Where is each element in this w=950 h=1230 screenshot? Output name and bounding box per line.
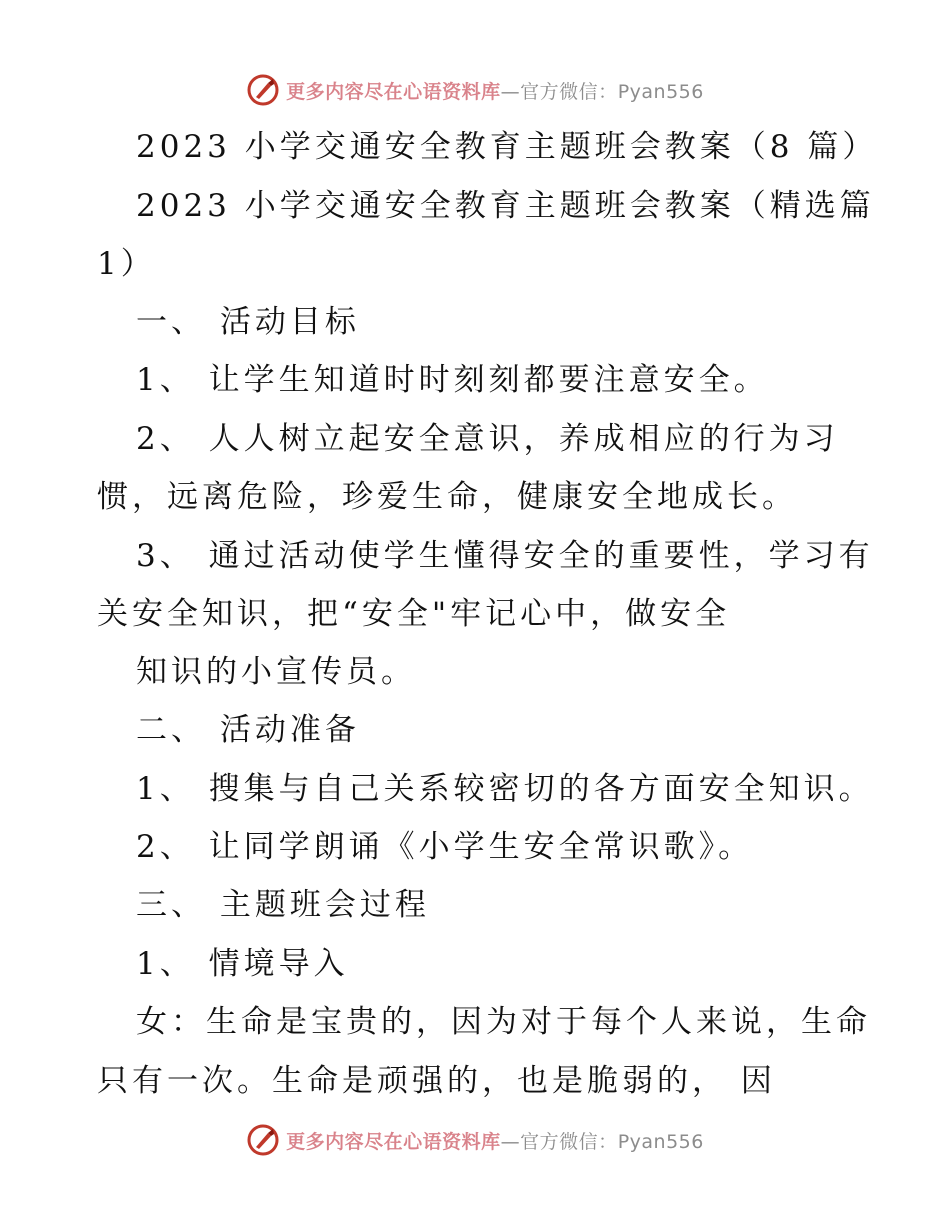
text-line: 惯，远离危险，珍爱生命，健康安全地成长。 [97, 479, 797, 515]
text-line: 只有一次。生命是顽强的，也是脆弱的， 因 [97, 1063, 776, 1099]
watermark-text: 更多内容尽在心语资料库—官方微信：Pyan556 [286, 1130, 704, 1153]
text-line: 1、 让学生知道时时刻刻都要注意安全。 [136, 362, 769, 398]
watermark-footer [0, 1118, 950, 1162]
document-subtitle: 2023 小学交通安全教育主题班会教案（精选篇 [136, 188, 875, 224]
pen-nib-circle-icon [246, 1123, 280, 1157]
document-title: 2023 小学交通安全教育主题班会教案（8 篇） [136, 129, 878, 165]
section-heading: 三、 主题班会过程 [136, 887, 430, 923]
text-line: 2、 让同学朗诵《小学生安全常识歌》。 [136, 829, 754, 865]
text-line: 知识的小宣传员。 [136, 654, 416, 690]
text-line: 关安全知识，把“安全"牢记心中，做安全 [97, 596, 731, 632]
text-line: 1） [97, 246, 156, 282]
section-heading: 二、 活动准备 [136, 712, 360, 748]
text-line: 1、 情境导入 [136, 946, 349, 982]
text-line: 2、 人人树立起安全意识，养成相应的行为习 [136, 421, 839, 457]
text-line: 女：生命是宝贵的，因为对于每个人来说，生命 [136, 1004, 871, 1040]
text-line: 3、 通过活动使学生懂得安全的重要性，学习有 [136, 538, 874, 574]
section-heading: 一、 活动目标 [136, 304, 360, 340]
text-line: 1、 搜集与自己关系较密切的各方面安全知识。 [136, 771, 874, 807]
pen-nib-circle-icon [246, 73, 280, 107]
watermark-header [0, 68, 950, 112]
watermark-text: 更多内容尽在心语资料库—官方微信：Pyan556 [286, 80, 704, 103]
